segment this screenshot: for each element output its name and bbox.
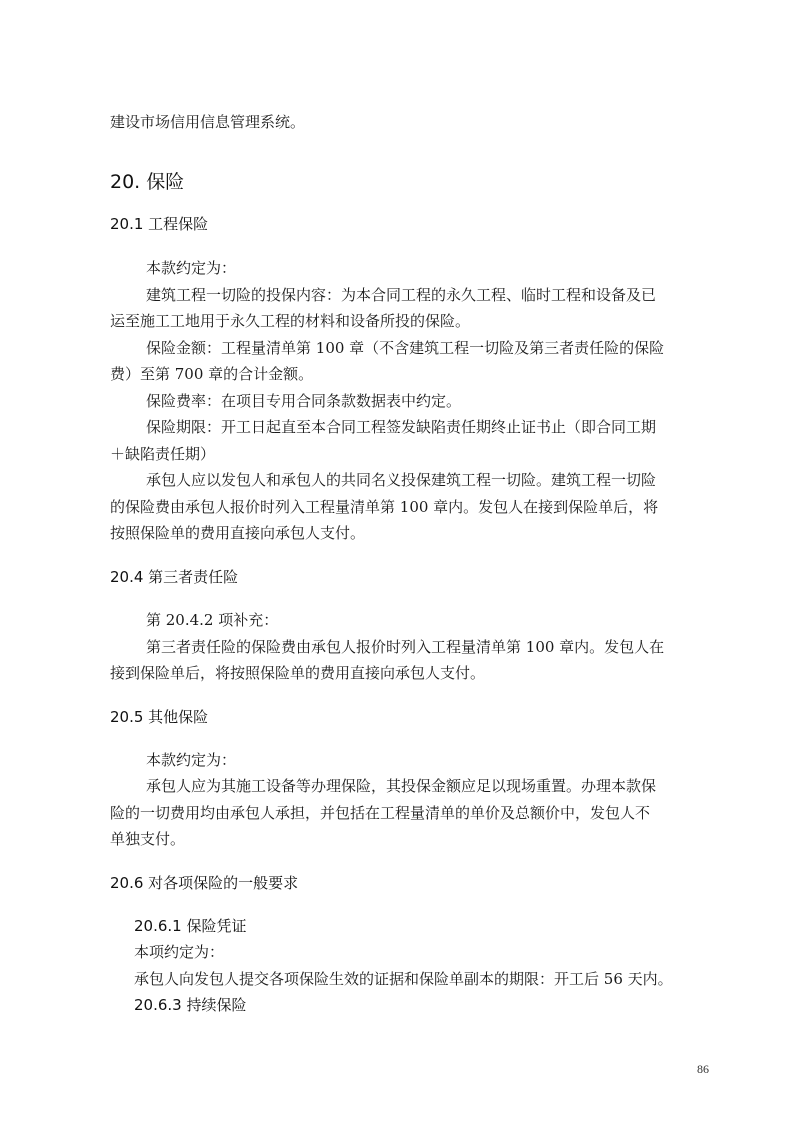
paragraph-line: 保险期限：开工日起直至本合同工程签发缺陷责任期终止证书止（即合同工期 bbox=[146, 418, 657, 436]
paragraph-line: 按照保险单的费用直接向承包人支付。 bbox=[110, 524, 366, 542]
paragraph-line: 单独支付。 bbox=[110, 830, 186, 848]
paragraph-line: 运至施工工地用于永久工程的材料和设备所投的保险。 bbox=[110, 312, 471, 330]
paragraph-line: 建设市场信用信息管理系统。 bbox=[110, 113, 306, 131]
item-heading-20-6-1: 20.6.1 保险凭证 bbox=[134, 917, 247, 935]
subsection-heading-20-6: 20.6 对各项保险的一般要求 bbox=[110, 874, 299, 892]
paragraph-line: 险的一切费用均由承包人承担，并包括在工程量清单的单价及总额价中，发包人不 bbox=[110, 804, 651, 822]
subsection-heading-20-5: 20.5 其他保险 bbox=[110, 708, 209, 726]
paragraph-line: 本款约定为： bbox=[146, 259, 237, 277]
paragraph-line: 接到保险单后，将按照保险单的费用直接向承包人支付。 bbox=[110, 664, 486, 682]
paragraph-line: 保险金额：工程量清单第 100 章（不含建筑工程一切险及第三者责任险的保险 bbox=[146, 339, 665, 357]
paragraph-line: 建筑工程一切险的投保内容：为本合同工程的永久工程、临时工程和设备及已 bbox=[146, 286, 657, 304]
paragraph-line: 承包人向发包人提交各项保险生效的证据和保险单副本的期限：开工后 56 天内。 bbox=[134, 970, 673, 988]
paragraph-line: 的保险费由承包人报价时列入工程量清单第 100 章内。发包人在接到保险单后，将 bbox=[110, 498, 659, 516]
paragraph-line: 本项约定为： bbox=[134, 943, 225, 961]
paragraph-line: 费）至第 700 章的合计金额。 bbox=[110, 365, 314, 383]
paragraph-line: 保险费率：在项目专用合同条款数据表中约定。 bbox=[146, 392, 462, 410]
paragraph-line: 第三者责任险的保险费由承包人报价时列入工程量清单第 100 章内。发包人在 bbox=[146, 638, 665, 656]
section-heading-20: 20. 保险 bbox=[110, 171, 185, 193]
paragraph-line: 第 20.4.2 项补充： bbox=[146, 611, 279, 629]
item-heading-20-6-3: 20.6.3 持续保险 bbox=[134, 996, 247, 1014]
subsection-heading-20-4: 20.4 第三者责任险 bbox=[110, 568, 239, 586]
subsection-heading-20-1: 20.1 工程保险 bbox=[110, 215, 209, 233]
paragraph-line: 承包人应为其施工设备等办理保险，其投保金额应足以现场重置。办理本款保 bbox=[146, 777, 657, 795]
page-number: 86 bbox=[697, 1062, 709, 1076]
paragraph-line: 本款约定为： bbox=[146, 751, 237, 769]
paragraph-line: ＋缺陷责任期） bbox=[110, 445, 216, 463]
paragraph-line: 承包人应以发包人和承包人的共同名义投保建筑工程一切险。建筑工程一切险 bbox=[146, 471, 657, 489]
